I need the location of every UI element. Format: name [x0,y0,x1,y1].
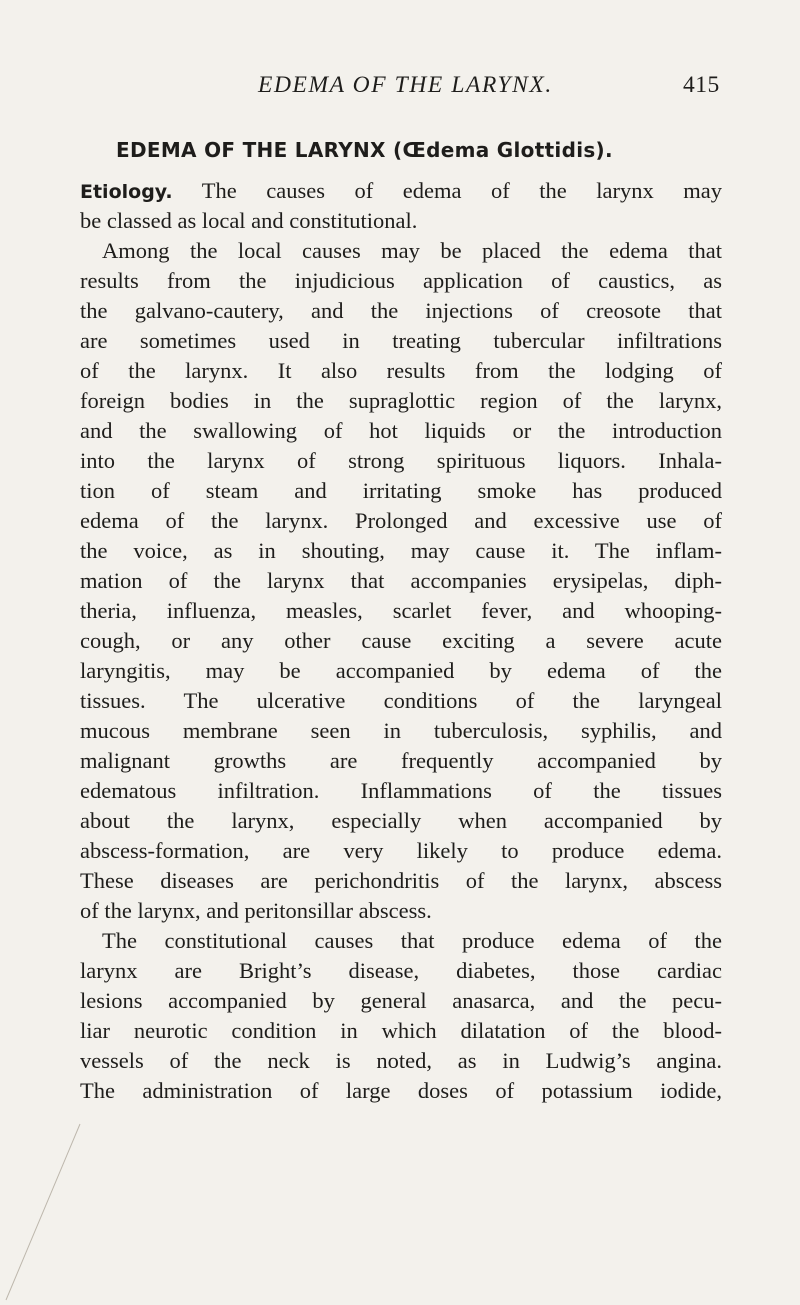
text-line: vessels of the neck is noted, as in Ludwig’s angina. [80,1048,722,1073]
text-line: the voice, as in shouting, may cause it. The inflam- [80,538,722,563]
text-line: These diseases are perichondritis of the larynx, abscess [80,868,722,893]
text-line: theria, influenza, measles, scarlet fever, and whooping- [80,598,722,623]
text-line: the galvano-cautery, and the injections of creosote that [80,298,722,323]
text-line: mation of the larynx that accompanies erysipelas, diph- [80,568,722,593]
text-line [80,176,722,206]
text-line: tion of steam and irritating smoke has produced [80,478,722,503]
text-line: malignant growths are frequently accompanied by [80,748,722,773]
text-line: abscess-formation, are very likely to produce edema. [80,838,722,863]
text-line: of the larynx. It also results from the lodging of [80,358,722,383]
text-line: laryngitis, may be accompanied by edema of the [80,658,722,683]
text-line: cough, or any other cause exciting a severe acute [80,628,722,653]
text-line: results from the injudicious application of caustics, as [80,268,722,293]
text-line: mucous membrane seen in tuberculosis, syphilis, and [80,718,722,743]
text-line: of the larynx, and peritonsillar abscess. [80,898,432,923]
text-line: foreign bodies in the supraglottic region of the larynx, [80,388,722,413]
text-line: liar neurotic condition in which dilatation of the blood- [80,1018,722,1043]
text-line: edema of the larynx. Prolonged and excessive use of [80,508,722,533]
pencil-mark [0,1120,90,1305]
page-number: 415 [683,72,720,98]
text-line: The constitutional causes that produce edema of the [102,928,722,953]
article-body [80,176,722,1106]
text-line: into the larynx of strong spirituous liquors. Inhala- [80,448,722,473]
text-line: lesions accompanied by general anasarca, and the pecu- [80,988,722,1013]
text-line: are sometimes used in treating tubercular infiltrations [80,328,722,353]
text-line: edematous infiltration. Inflammations of the tissues [80,778,722,803]
etiology-lead-in: Etiology. [80,181,173,203]
running-title: EDEMA OF THE LARYNX. [258,72,553,98]
text-line: The administration of large doses of potassium iodide, [80,1078,722,1103]
text-line-content: The causes of edema of the larynx may [172,178,722,203]
text-line: and the swallowing of hot liquids or the introduction [80,418,722,443]
text-line: larynx are Bright’s disease, diabetes, those cardiac [80,958,722,983]
text-line: about the larynx, especially when accompanied by [80,808,722,833]
text-line: Among the local causes may be placed the edema that [102,238,722,263]
text-line: tissues. The ulcerative conditions of the laryngeal [80,688,722,713]
text-line: be classed as local and constitutional. [80,208,418,233]
running-head [0,72,800,112]
article-title: EDEMA OF THE LARYNX (Œdema Glottidis). [116,138,613,162]
